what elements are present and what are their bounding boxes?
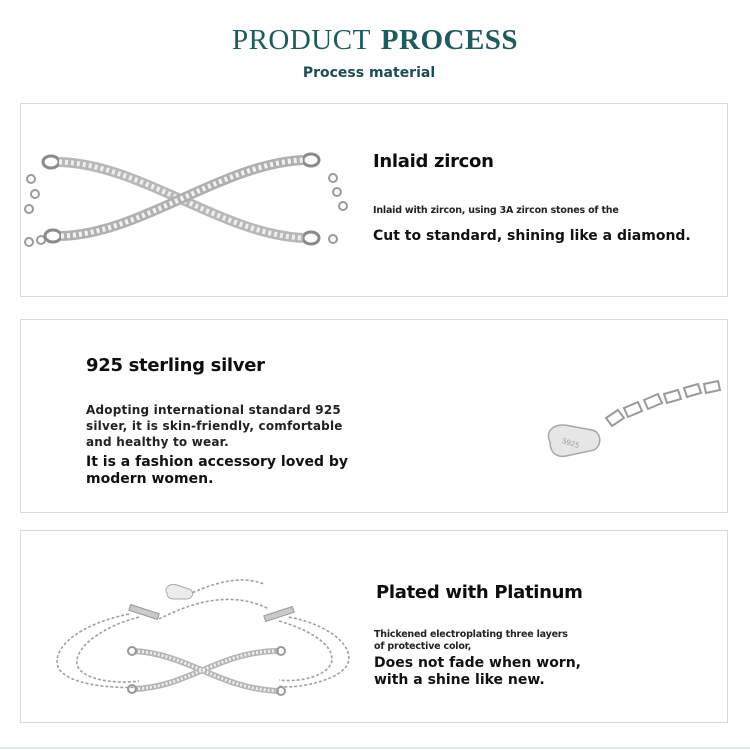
- panel-emphasis: Does not fade when worn, with a shine like new.: [374, 655, 581, 688]
- charm-engraving: S925: [560, 436, 581, 451]
- title-light: PRODUCT: [231, 24, 371, 56]
- panel-inlaid-zircon: [20, 103, 728, 297]
- page-subtitle: Process material: [302, 65, 436, 81]
- panel-emphasis: Cut to standard, shining like a diamond.: [373, 228, 691, 244]
- panel-platinum-plated: [20, 530, 728, 723]
- panel-detail: Thickened electroplating three layers of protective color,: [374, 629, 568, 652]
- heart-charm-chain-icon: [536, 370, 731, 470]
- panel-heading: Plated with Platinum: [376, 582, 583, 603]
- panel-heading: 925 sterling silver: [86, 355, 265, 376]
- panel-sterling-silver: [20, 319, 728, 513]
- panel-heading: Inlaid zircon: [373, 151, 494, 172]
- panel-detail: Inlaid with zircon, using 3A zircon stones of the: [373, 205, 619, 216]
- panel-emphasis: It is a fashion accessory loved by modern women.: [86, 454, 349, 487]
- page-title: [0, 24, 750, 57]
- double-chain-infinity-bracelet-icon: [39, 559, 364, 704]
- infinity-zircon-bracelet-icon: [21, 134, 361, 264]
- panel-detail: Adopting international standard 925 silver, it is skin-friendly, comfortable and healthy to wear.: [86, 403, 343, 449]
- title-bold: PROCESS: [380, 24, 519, 56]
- bottom-divider: [0, 747, 750, 749]
